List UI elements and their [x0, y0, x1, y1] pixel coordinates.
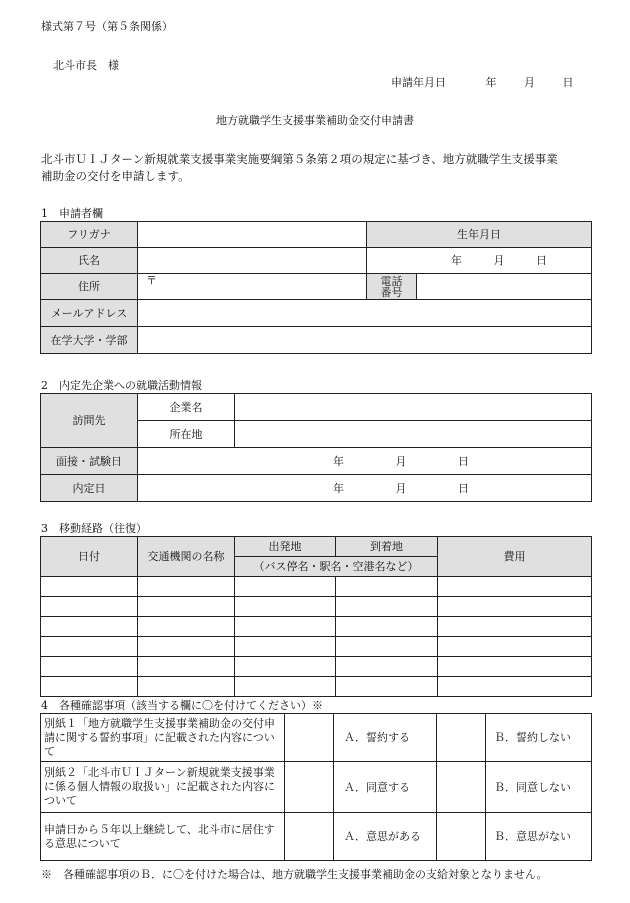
form-number: 様式第７号（第５条関係） [41, 20, 173, 33]
interview-date-field[interactable] [138, 448, 592, 475]
route-row [41, 577, 592, 597]
document-title: 地方就職学生支援事業補助金交付申請書 [216, 114, 414, 127]
route-cost-cell[interactable] [438, 637, 592, 657]
phone-field[interactable] [417, 274, 592, 300]
birthdate-field[interactable] [367, 248, 592, 274]
birth-year: 年 [451, 254, 462, 267]
application-date [391, 74, 574, 90]
route-transport-cell[interactable] [138, 637, 235, 657]
company-field[interactable] [235, 394, 592, 421]
email-field[interactable] [138, 300, 592, 327]
route-row [41, 657, 592, 677]
arrive-header: 到着地 [336, 537, 438, 557]
route-transport-cell[interactable] [138, 577, 235, 597]
confirmation-row [41, 813, 592, 861]
offer-label: 内定日 [41, 475, 138, 502]
route-depart-cell[interactable] [235, 637, 336, 657]
route-depart-cell[interactable] [235, 657, 336, 677]
route-depart-cell[interactable] [235, 577, 336, 597]
confirmation-table [40, 713, 592, 861]
circle-cell-a[interactable] [285, 714, 334, 762]
confirmation-row [41, 762, 592, 813]
route-cost-cell[interactable] [438, 617, 592, 637]
route-date-cell[interactable] [41, 617, 138, 637]
circle-cell-b[interactable] [437, 813, 486, 861]
route-transport-cell[interactable] [138, 657, 235, 677]
interview-day: 日 [458, 454, 469, 468]
section3-heading: 3 移動経路（往復） [41, 522, 147, 535]
section2-heading: 2 内定先企業への就職活動情報 [41, 379, 202, 392]
route-date-cell[interactable] [41, 677, 138, 697]
route-depart-cell[interactable] [235, 617, 336, 637]
route-table [40, 536, 592, 697]
place-note: （バス停名・駅名・空港名など） [235, 557, 438, 577]
route-cost-cell[interactable] [438, 597, 592, 617]
location-label: 所在地 [138, 421, 235, 448]
section4-heading: 4 各種確認事項（該当する欄に〇を付けてください）※ [41, 699, 323, 712]
footnote: ※ 各種確認事項のＢ．に〇を付けた場合は、地方就職学生支援事業補助金の支給対象となりません。 [41, 868, 548, 881]
cost-header: 費用 [438, 537, 592, 577]
route-transport-cell[interactable] [138, 597, 235, 617]
intro-line-1: 北斗市ＵＩＪターン新規就業支援事業実施要綱第５条第２項の規定に基づき、地方就職学生支援事業 [41, 152, 558, 166]
day-label: 日 [562, 76, 574, 89]
option-a: Ａ．同意する [334, 762, 437, 813]
interview-month: 月 [395, 454, 407, 468]
route-arrive-cell[interactable] [336, 577, 438, 597]
route-transport-cell[interactable] [138, 677, 235, 697]
circle-cell-b[interactable] [437, 714, 486, 762]
address-label: 住所 [41, 274, 138, 300]
visit-label: 訪問先 [41, 394, 138, 448]
intro-line-2: 補助金の交付を申請します。 [41, 169, 190, 183]
job-hunt-table [40, 393, 592, 502]
school-label: 在学大学・学部 [41, 327, 138, 354]
application-date-label: 申請年月日 [391, 76, 446, 89]
date-header: 日付 [41, 537, 138, 577]
birthdate-label: 生年月日 [367, 222, 592, 248]
furigana-field[interactable] [138, 222, 367, 248]
route-arrive-cell[interactable] [336, 617, 438, 637]
name-label: 氏名 [41, 248, 138, 274]
email-label: メールアドレス [41, 300, 138, 327]
interview-year: 年 [333, 454, 344, 468]
confirmation-text: 別紙２「北斗市ＵＩＪターン新規就業支援事業に係る個人情報の取扱い」に記載された内容について [41, 762, 285, 813]
confirmation-row [41, 714, 592, 762]
addressee: 北斗市長 様 [53, 59, 119, 72]
phone-label-line1: 電話 [380, 274, 403, 288]
route-depart-cell[interactable] [235, 597, 336, 617]
confirmation-text: 別紙１「地方就職学生支援事業補助金の交付申請に関する誓約事項」に記載された内容について [41, 714, 285, 762]
route-arrive-cell[interactable] [336, 677, 438, 697]
route-date-cell[interactable] [41, 577, 138, 597]
option-a: Ａ．意思がある [334, 813, 437, 861]
offer-year: 年 [333, 481, 344, 495]
route-arrive-cell[interactable] [336, 637, 438, 657]
route-row [41, 637, 592, 657]
postal-mark: 〒 [146, 274, 157, 287]
route-row [41, 677, 592, 697]
route-transport-cell[interactable] [138, 617, 235, 637]
applicant-table [40, 221, 592, 354]
birth-day: 日 [536, 254, 547, 267]
option-b: Ｂ．意思がない [486, 813, 592, 861]
offer-month: 月 [395, 481, 407, 495]
month-label: 月 [524, 76, 535, 89]
option-b: Ｂ．同意しない [486, 762, 592, 813]
route-arrive-cell[interactable] [336, 657, 438, 677]
route-cost-cell[interactable] [438, 657, 592, 677]
year-label: 年 [485, 76, 497, 89]
birth-month: 月 [493, 254, 505, 267]
route-row [41, 617, 592, 637]
route-row [41, 597, 592, 617]
interview-label: 面接・試験日 [41, 448, 138, 475]
option-b: Ｂ．誓約しない [486, 714, 592, 762]
route-depart-cell[interactable] [235, 677, 336, 697]
offer-date-field[interactable] [138, 475, 592, 502]
offer-day: 日 [458, 481, 469, 495]
circle-cell-a[interactable] [285, 813, 334, 861]
route-date-cell[interactable] [41, 597, 138, 617]
confirmation-text: 申請日から５年以上継続して、北斗市に居住する意思について [41, 813, 285, 861]
depart-header: 出発地 [235, 537, 336, 557]
route-date-cell[interactable] [41, 657, 138, 677]
furigana-label: フリガナ [41, 222, 138, 248]
transport-header: 交通機関の名称 [138, 537, 235, 577]
phone-label [367, 274, 417, 300]
section1-heading: 1 申請者欄 [41, 207, 103, 220]
route-cost-cell[interactable] [438, 677, 592, 697]
company-label: 企業名 [138, 394, 235, 421]
route-arrive-cell[interactable] [336, 597, 438, 617]
option-a: Ａ．誓約する [334, 714, 437, 762]
name-field[interactable] [138, 248, 367, 274]
route-date-cell[interactable] [41, 637, 138, 657]
school-field[interactable] [138, 327, 592, 354]
address-field[interactable] [138, 274, 367, 300]
location-field[interactable] [235, 421, 592, 448]
circle-cell-a[interactable] [285, 762, 334, 813]
circle-cell-b[interactable] [437, 762, 486, 813]
phone-label-line2: 番号 [380, 285, 403, 299]
route-cost-cell[interactable] [438, 577, 592, 597]
